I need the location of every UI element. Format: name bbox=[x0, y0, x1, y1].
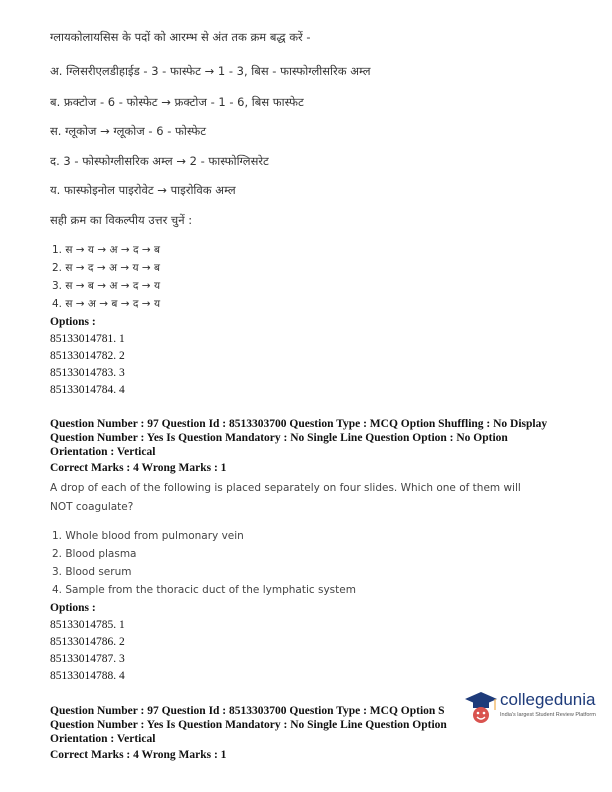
graduation-cap-icon bbox=[464, 688, 498, 728]
hindi-question-prompt: ग्लायकोलायसिस के पदों को आरम्भ से अंत तक क्रम बद्ध करें - bbox=[50, 30, 311, 44]
option-id-3: 85133014787. 3 bbox=[50, 653, 125, 665]
hindi-choice-3: 3. स → ब → अ → द → य bbox=[52, 280, 161, 292]
repeat-marks: Correct Marks : 4 Wrong Marks : 1 bbox=[50, 749, 227, 761]
logo-tagline: India's largest Student Review Platform bbox=[500, 712, 596, 718]
hindi-instruction: सही क्रम का विकल्पीय उत्तर चुनें : bbox=[50, 213, 193, 227]
question-marks: Correct Marks : 4 Wrong Marks : 1 bbox=[50, 462, 227, 474]
question-choice-3: 3. Blood serum bbox=[52, 566, 132, 578]
options-label: Options : bbox=[50, 316, 96, 328]
repeat-meta-line-1: Question Number : 97 Question Id : 8513303700 Question Type : MCQ Option S bbox=[50, 705, 445, 717]
hindi-statement-s: स. ग्लूकोज → ग्लूकोज - 6 - फोस्फेट bbox=[50, 124, 206, 138]
hindi-statement-y: य. फास्फोइनोल पाइरोवेट → पाइरोविक अम्ल bbox=[50, 183, 236, 197]
option-id-2: 85133014786. 2 bbox=[50, 636, 125, 648]
option-id-4: 85133014788. 4 bbox=[50, 670, 125, 682]
option-id-1: 85133014785. 1 bbox=[50, 619, 125, 631]
question-choice-1: 1. Whole blood from pulmonary vein bbox=[52, 530, 244, 542]
question-text-line-1: A drop of each of the following is placed separately on four slides. Which one of them will bbox=[50, 482, 521, 494]
repeat-meta-line-2: Question Number : Yes Is Question Mandatory : No Single Line Question Option bbox=[50, 719, 447, 731]
question-meta-line-3: Orientation : Vertical bbox=[50, 446, 156, 458]
question-meta-line-1: Question Number : 97 Question Id : 8513303700 Question Type : MCQ Option Shuffling : No Display bbox=[50, 418, 548, 430]
hindi-choice-2: 2. स → द → अ → य → ब bbox=[52, 262, 161, 274]
hindi-choice-1: 1. स → य → अ → द → ब bbox=[52, 244, 161, 256]
logo-name: collegedunia bbox=[500, 690, 596, 709]
hindi-statement-a: अ. ग्लिसरीएलडीहाईड - 3 - फास्फेट → 1 - 3, बिस - फास्फोग्लीसरिक अम्ल bbox=[50, 64, 371, 78]
hindi-choice-4: 4. स → अ → ब → द → य bbox=[52, 298, 161, 310]
hindi-statement-d: द. 3 - फोस्फोग्लीसरिक अम्ल → 2 - फास्फोग्लिसरेट bbox=[50, 154, 269, 168]
question-text-line-2: NOT coagulate? bbox=[50, 501, 134, 513]
option-id-1: 85133014781. 1 bbox=[50, 333, 125, 345]
question-choice-2: 2. Blood plasma bbox=[52, 548, 137, 560]
question-meta-line-2: Question Number : Yes Is Question Mandatory : No Single Line Question Option : No Option bbox=[50, 432, 508, 444]
hindi-statement-b: ब. फ्रक्टोज - 6 - फोस्फेट → फ्रक्टोज - 1 - 6, बिस फास्फेट bbox=[50, 95, 304, 109]
question-choice-4: 4. Sample from the thoracic duct of the lymphatic system bbox=[52, 584, 356, 596]
options-label: Options : bbox=[50, 602, 96, 614]
option-id-4: 85133014784. 4 bbox=[50, 384, 125, 396]
repeat-meta-line-3: Orientation : Vertical bbox=[50, 733, 156, 745]
option-id-3: 85133014783. 3 bbox=[50, 367, 125, 379]
option-id-2: 85133014782. 2 bbox=[50, 350, 125, 362]
collegedunia-logo bbox=[462, 686, 612, 734]
